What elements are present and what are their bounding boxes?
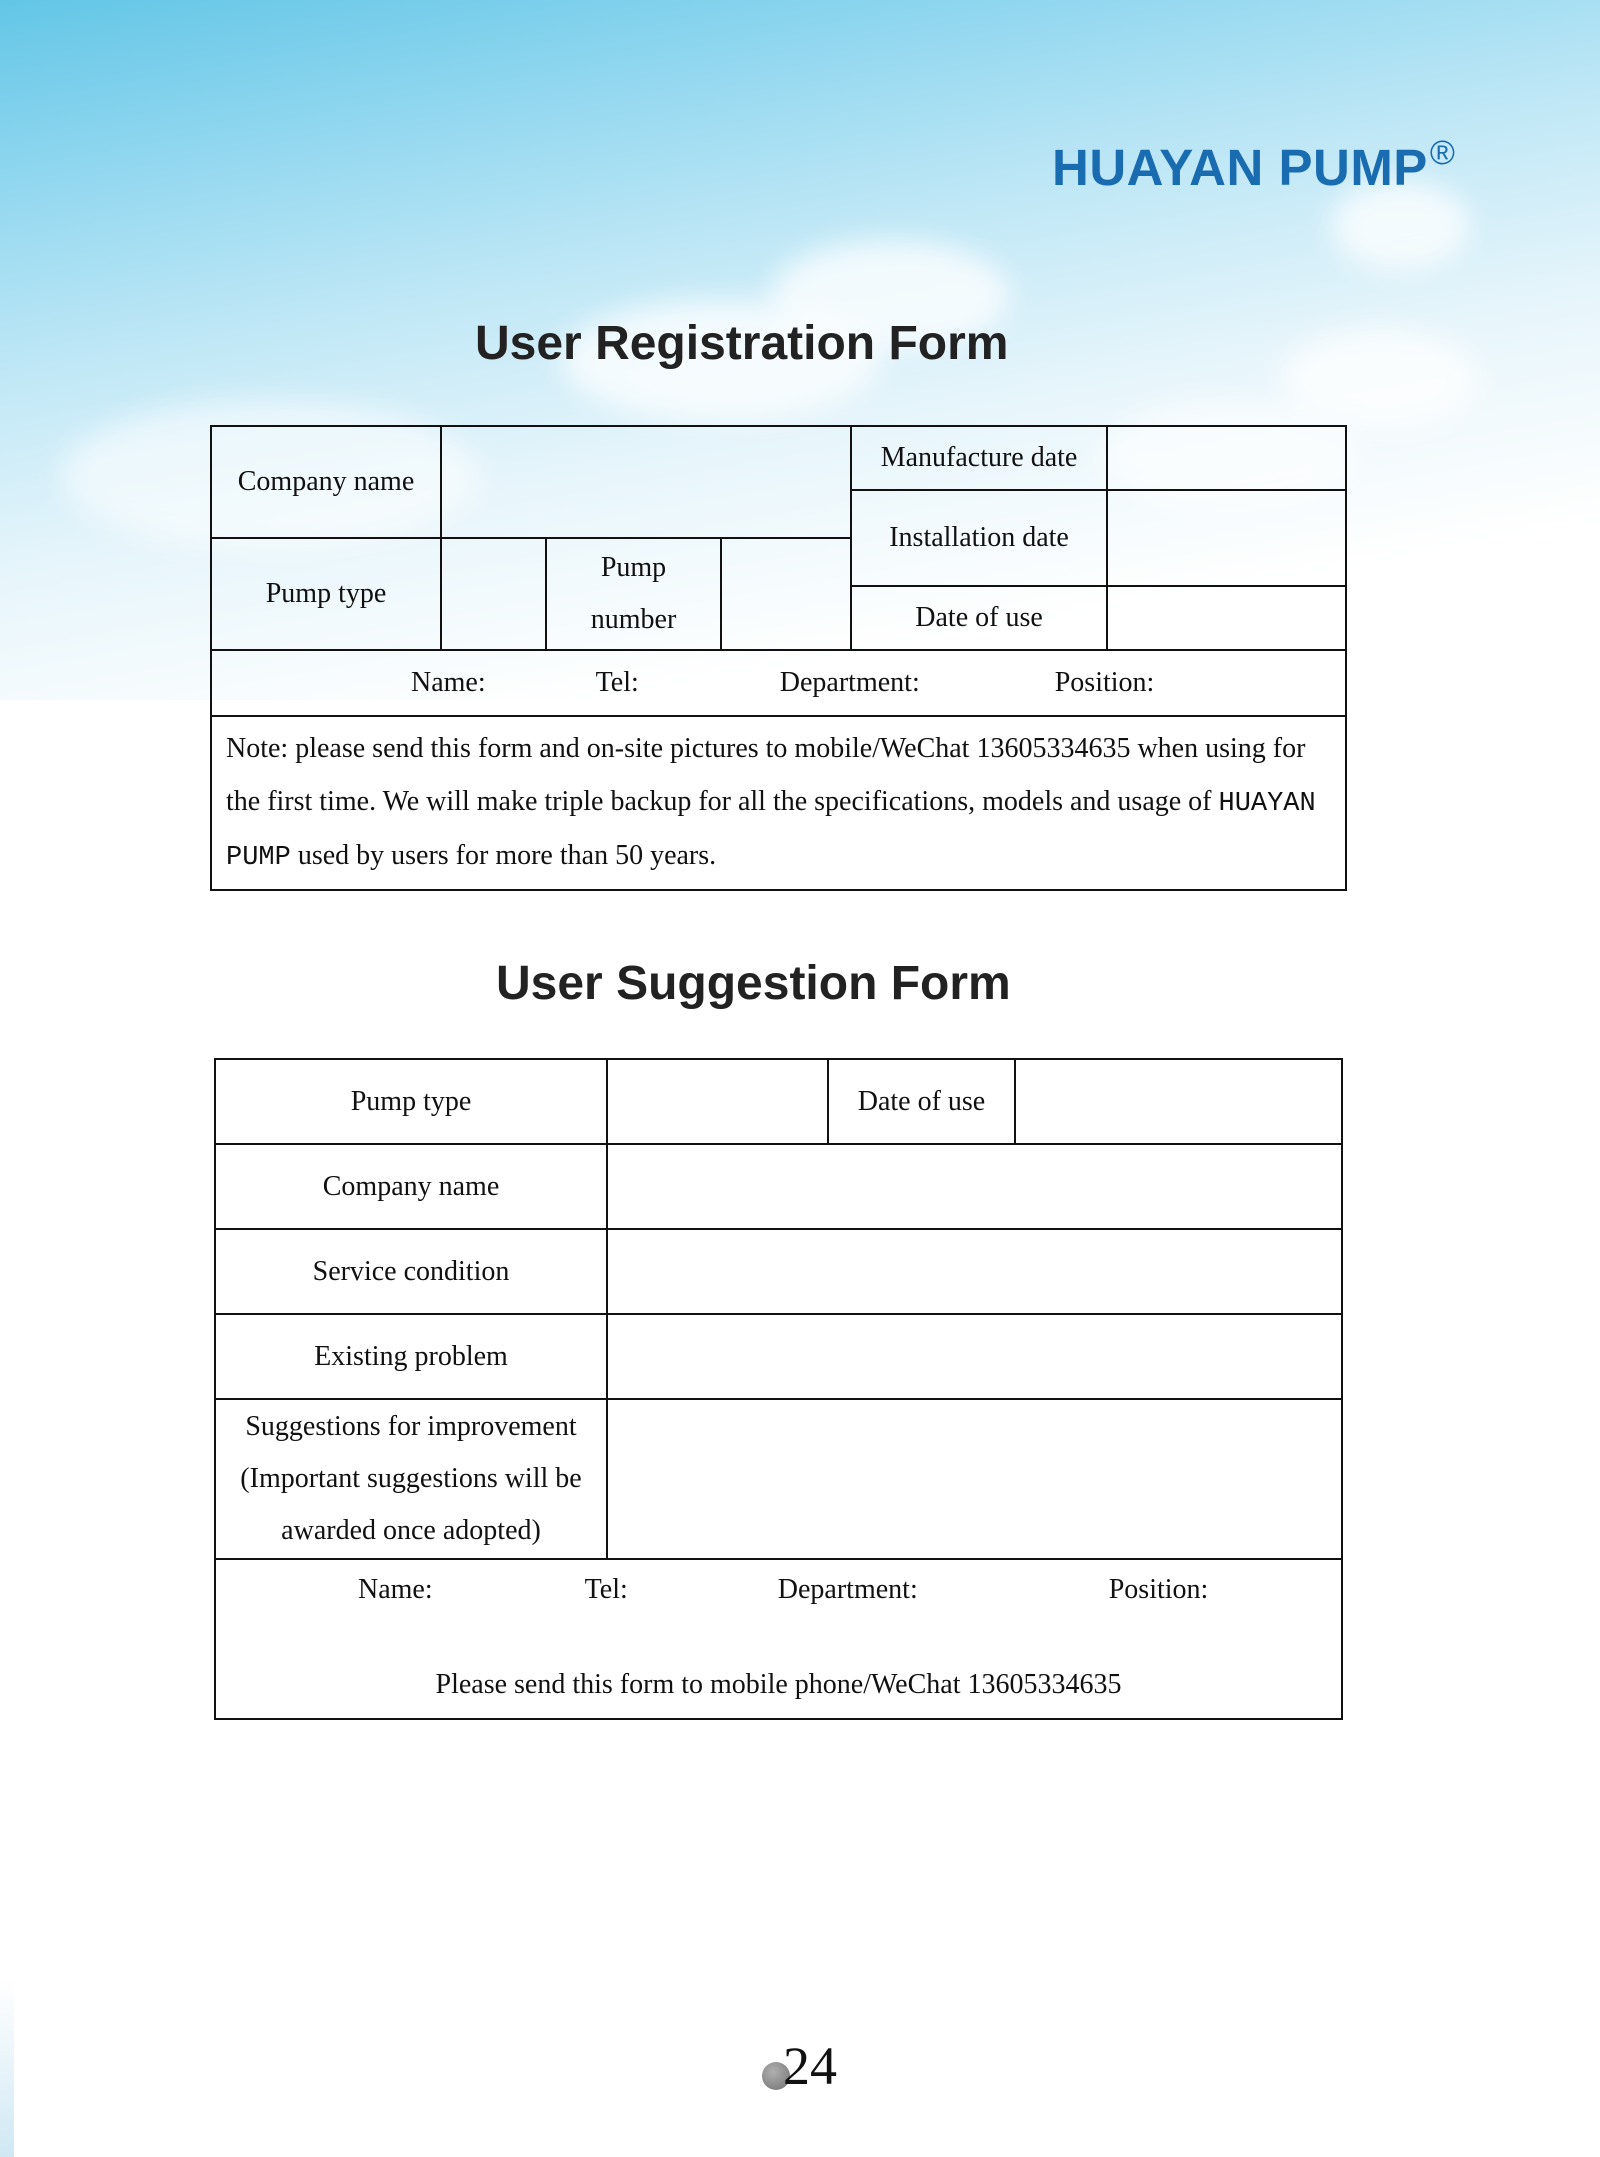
suggestion-contact-position-label: Position: [1108,1574,1209,1605]
registration-note [211,716,1346,890]
suggestion-pump-type-label: Pump type [215,1059,607,1144]
brand-logo [1052,134,1456,197]
registered-mark: ® [1429,134,1456,172]
note-text-start: Note: please send this form and on-site pictures to mobile/WeChat 13605334635 when using for the first time. We will make triple backup for all the specifications, models and usage of [226,733,1306,817]
suggestion-form-table [214,1058,1343,1720]
service-condition-field[interactable] [607,1229,1342,1314]
note-brand: HUAYAN PUMP [226,788,1316,873]
suggestions-label [215,1399,607,1559]
suggestion-pump-type-field[interactable] [607,1059,828,1144]
pump-type-label: Pump type [211,538,441,650]
registration-form-table [210,425,1347,891]
suggestion-contact-cell [215,1559,1342,1719]
suggestions-line1: Suggestions for improvement [245,1411,577,1442]
service-condition-label: Service condition [215,1229,607,1314]
installation-date-label: Installation date [851,490,1107,586]
contact-name-label: Name: [411,667,486,698]
company-name-field[interactable] [441,426,851,538]
manufacture-date-label: Manufacture date [851,426,1107,490]
left-edge-decoration [0,1980,14,2157]
suggestion-form-title: User Suggestion Form [496,957,1011,1010]
pump-number-label [546,538,721,650]
suggestion-contact-department-label: Department: [777,1574,918,1605]
date-of-use-field[interactable] [1107,586,1346,650]
suggestion-contact-name-label: Name: [358,1574,433,1605]
pump-number-line2: number [590,604,677,635]
pump-number-field[interactable] [721,538,851,650]
pump-number-line1: Pump [600,552,667,583]
suggestion-date-of-use-label: Date of use [828,1059,1015,1144]
suggestion-contact-tel-label: Tel: [584,1574,628,1605]
suggestion-footer-note: Please send this form to mobile phone/WeChat 13605334635 [435,1669,1122,1700]
note-text-end: used by users for more than 50 years. [297,840,717,871]
suggestions-line3: awarded once adopted) [281,1515,541,1546]
existing-problem-label: Existing problem [215,1314,607,1399]
suggestion-company-name-field[interactable] [607,1144,1342,1229]
brand-name: HUAYAN PUMP [1052,139,1428,196]
manufacture-date-field[interactable] [1107,426,1346,490]
suggestions-field[interactable] [607,1399,1342,1559]
page-number: 24 [783,2036,837,2096]
date-of-use-label: Date of use [851,586,1107,650]
installation-date-field[interactable] [1107,490,1346,586]
contact-position-label: Position: [1054,667,1155,698]
suggestion-date-of-use-field[interactable] [1015,1059,1342,1144]
suggestion-contact-row [216,1560,1341,1620]
pump-type-field[interactable] [441,538,546,650]
company-name-label: Company name [211,426,441,538]
suggestions-line2: (Important suggestions will be [240,1463,582,1494]
contact-department-label: Department: [779,667,920,698]
suggestion-company-name-label: Company name [215,1144,607,1229]
contact-tel-label: Tel: [595,667,639,698]
existing-problem-field[interactable] [607,1314,1342,1399]
registration-form-title: User Registration Form [475,317,1009,370]
contact-row [211,650,1346,716]
